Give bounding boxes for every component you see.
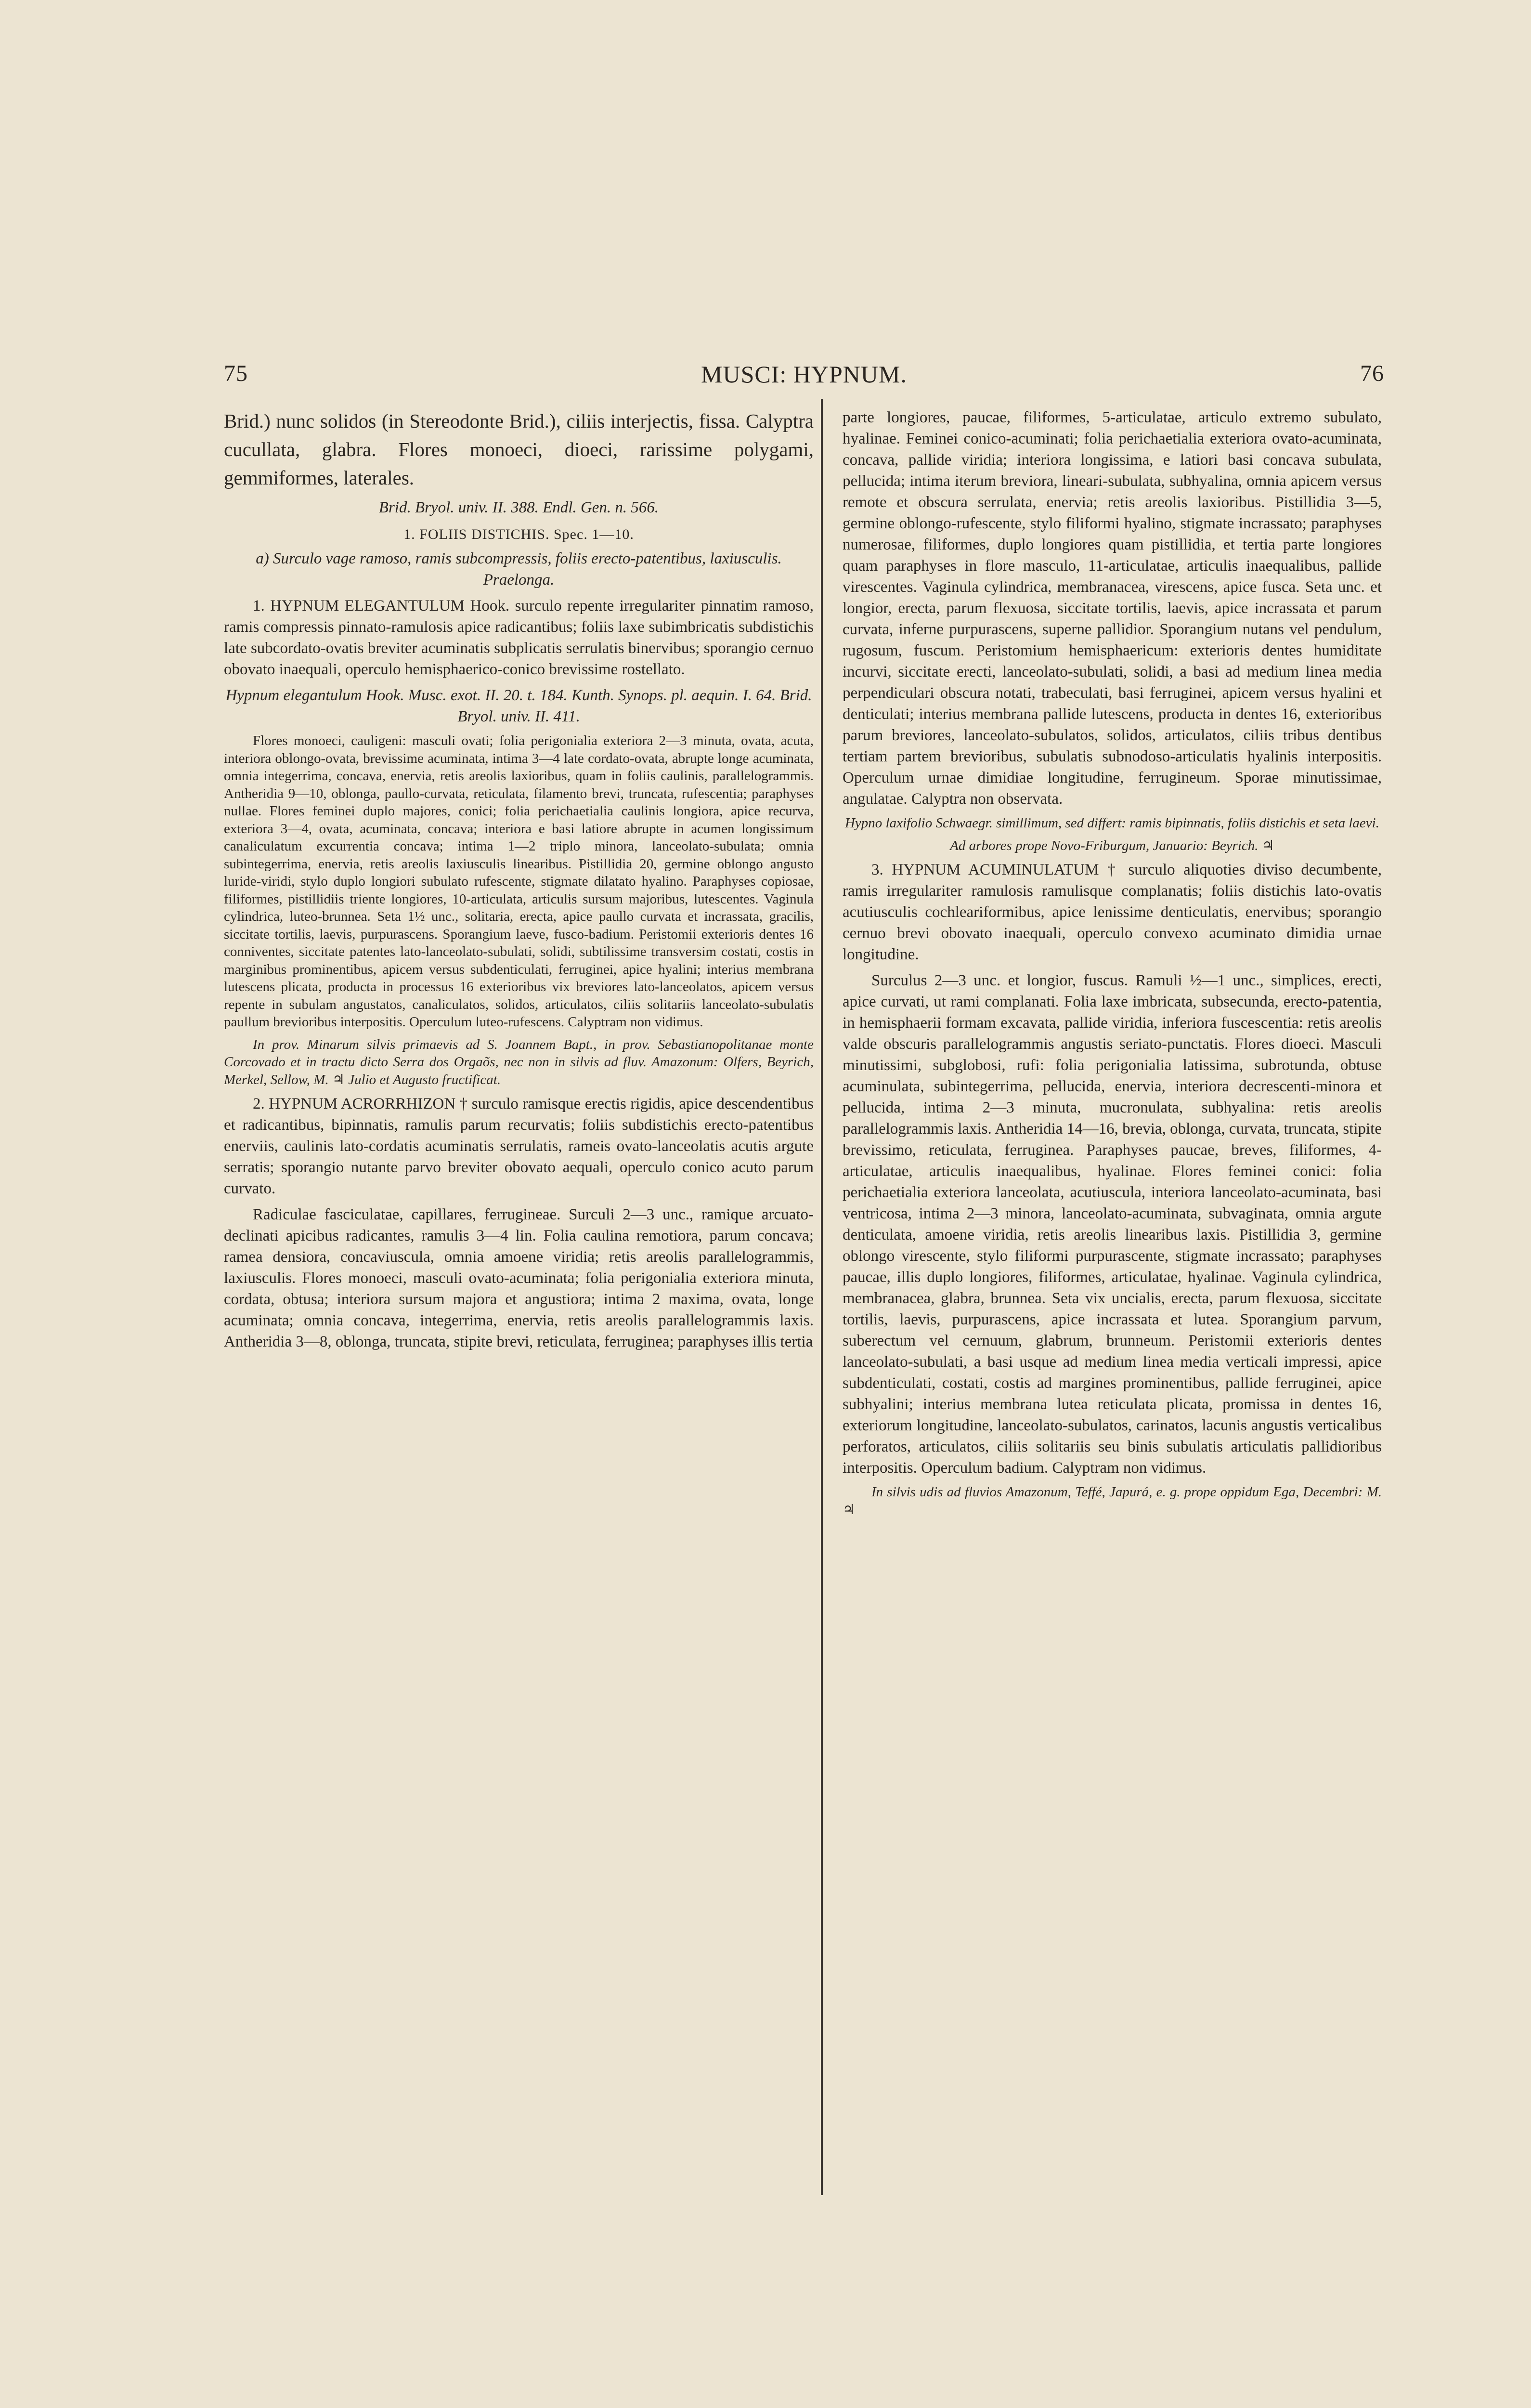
column-divider <box>821 399 823 2195</box>
species-3-diagnosis-text: surculo aliquoties diviso decumbente, ramis irregulariter ramulosis ramulisque complanatis; foliis distichis lato-ovatis acutiusculis cochleariformibus, apice lenissime denticulatis, enervibus; sporangio cernuo brevi obovato inaequali, operculo convexo acuminato dimidia urnae longitudine. <box>843 861 1382 963</box>
species-2-diagnosis-text: surculo ramisque erectis rigidis, apice descendentibus et radicantibus, bipinnatis, ramulis parum recurvatis; foliis subdistichis erecto-patentibus enerviis, caulinis lato-cordatis acuminatis serrulatis, rameis ovato-lanceolatis acutis argute serratis; sporangio nutante parvo breviter obovato aequali, operculo conico acuto parum curvato. <box>224 1095 814 1197</box>
species-1-locality: In prov. Minarum silvis primaevis ad S. Joannem Bapt., in prov. Sebastianopolitanae monte Corcovado et in tractu dicto Serra dos Orgaõs, nec non in silvis ad fluv. Amazonum: Olfers, Beyrich, Merkel, Sellow, M. ♃ Julio et Augusto fructificat. <box>224 1036 814 1087</box>
species-2-diagnosis <box>224 1093 814 1199</box>
genus-reference: Brid. Bryol. univ. II. 388. Endl. Gen. n. 566. <box>378 499 659 516</box>
species-1-diagnosis <box>224 595 814 680</box>
page-number-right: 76 <box>1360 361 1384 386</box>
species-3-diagnosis <box>843 859 1382 965</box>
species-3-title: 3. HYPNUM ACUMINULATUM † <box>871 861 1120 878</box>
species-1-title: 1. HYPNUM ELEGANTULUM Hook. <box>253 597 510 615</box>
species-2-title: 2. HYPNUM ACRORRHIZON † <box>253 1095 468 1112</box>
running-title: MUSCI: HYPNUM. <box>701 361 907 388</box>
species-2-description: Radiculae fasciculatae, capillares, ferrugineae. Surculi 2—3 unc., ramique arcuato-declinati apicibus radicantes, ramulis 3—4 lin. Folia caulina remotiora, parum concava; ramea densiora, concaviuscula, omnia amoene viridia; retis areolis parallelogrammis, laxiusculis. Flores monoeci, masculi ovato-acuminata; folia perigonialia exteriora minuta, cordata, obtusa; interiora sursum majora et angustiora; intima 2 maxima, ovata, longe acuminata; omnia concava, integerrima, enervia, retis areolis parallelogrammis laxis. Antheridia 3—8, oblonga, truncata, stipite brevi, reticulata, ferruginea; paraphyses illis tertia <box>224 1206 814 1350</box>
species-3-description: Surculus 2—3 unc. et longior, fuscus. Ramuli ½—1 unc., simplices, erecti, apice curvati, ut rami complanati. Folia laxe imbricata, subsecunda, erecto-patentia, in hemisphaerii formam excavata, pallide viridia, inferiora fuscescentia: retis areolis valde obscuris parallelogrammis angustis seriato-punctatis. Flores dioeci. Masculi minutissimi, subglobosi, rufi: folia perigonialia latissima, subrotunda, obtuse acuminulata, subintegerrima, pellucida, enervia, interiora decrescenti-minora et pellucida, intima 2—3 minuta, mucronulata, subhyalina: retis areolis parallelogrammis laxis. Antheridia 14—16, brevia, oblonga, curvata, truncata, stipite brevissimo, reticulata, ferruginea. Paraphyses paucae, breves, filiformes, 4-articulatae, articulis inaequalibus, hyalinae. Flores feminei conici: folia perichaetialia exteriora lanceolata, acutiuscula, interiora lanceolato-acuminata, basi ventricosa, intima 2—3 minora, lanceolato-acuminata, subvaginata, omnia argute denticulata, amoene viridia, retis areolis linearibus laxis. Pistillidia 3, germine oblongo virescente, stylo filiformi purpurascente, stigmate incrassato; paraphyses paucae, illis duplo longiores, filiformes, articulatae, hyalinae. Vaginula cylindrica, membranacea, glabra, brunnea. Seta vix uncialis, erecta, parum flexuosa, siccitate tortilis, laevis, purpurascens, apice incrassata et lutea. Sporangium parvum, suberectum vel cernuum, glabrum, brunneum. Peristomii exterioris dentes lanceolato-subulati, a basi usque ad medium linea media verticali impressi, apice subdenticulati, costati, costis ad margines prominentibus, pallide ferruginei, apice subhyalini; interius membrana lutea reticulata plicata, promissa in dentes 16, exteriorum longitudine, lanceolato-subulatos, carinatos, lacunis angustis verticalibus perforatos, articulatos, ciliis solitariis seu binis subulatis articulatis pallidioribus interpositis. Operculum badium. Calyptram non vidimus. <box>843 972 1382 1477</box>
genus-description-end: Brid.) nunc solidos (in Stereodonte Brid.), ciliis interjectis, fissa. Calyptra cucullata, glabra. Flores monoeci, dioeci, rarissime polygami, gemmiformes, laterales. <box>224 410 814 489</box>
left-column <box>224 407 814 2199</box>
species-3-locality: In silvis udis ad fluvios Amazonum, Teffé, Japurá, e. g. prope oppidum Ega, Decembri: M. ♃ <box>843 1484 1382 1518</box>
species-1-synonyms: Hypnum elegantulum Hook. Musc. exot. II. 20. t. 184. Kunth. Synops. pl. aequin. I. 64. Brid. Bryol. univ. II. 411. <box>225 687 812 725</box>
species-2-locality: Ad arbores prope Novo-Friburgum, Januario: Beyrich. ♃ <box>950 838 1274 853</box>
species-1-diagnosis-text: surculo repente irregulariter pinnatim ramoso, ramis compressis pinnato-ramulosis apice radicantibus; foliis laxe subimbricatis subdistichis late subcordato-ovatis breviter acuminatis subplicatis serrulatis binervibus; sporangio cernuo obovato inaequali, operculo hemisphaerico-conico brevissime rostellato. <box>224 597 814 678</box>
page-number-left: 75 <box>224 361 248 386</box>
section-heading: 1. FOLIIS DISTICHIS. Spec. 1—10. <box>403 526 634 542</box>
species-2-note: Hypno laxifolio Schwaegr. simillimum, sed differt: ramis bipinnatis, foliis distichis et seta laevi. <box>844 815 1379 831</box>
subsection-heading: a) Surculo vage ramoso, ramis subcompressis, foliis erecto-patentibus, laxiusculis. Praelonga. <box>256 550 782 589</box>
right-column <box>843 407 1382 2199</box>
species-2-description-continued: parte longiores, paucae, filiformes, 5-articulatae, articulo extremo subulato, hyalinae. Feminei conico-acuminati; folia perichaetialia exteriora ovato-acuminata, concava, pallide viridia; interiora longissima, e latiori basi concava subulata, pellucida; intima iterum breviora, lineari-subulata, subhyalina, omnia apicem versus remote et obscura serrulata, enervia; retis areolis laxioribus. Pistillidia 3—5, germine oblongo-rufescente, stylo filiformi hyalino, stigmate incrassato; paraphyses numerosae, filiformes, duplo longiores quam pistillidia, et tertia parte longiores quam paraphyses in flore masculo, 11-articulatae, articulis inaequalibus, pallide virescentes. Vaginula cylindrica, membranacea, virescens, apice fusca. Seta unc. et longior, erecta, parum flexuosa, siccitate tortilis, laevis, apice incrassata et parum curvata, inferne purpurascens, superne pallidior. Sporangium nutans vel pendulum, rugosum, fuscum. Peristomium hemisphaericum: exterioris dentes humiditate incurvi, siccitate erecti, lanceolato-subulati, solidi, a basi ad medium linea media perpendiculari obscura notati, trabeculati, basi ferruginei, apicem versus hyalini et denticulati; interius membrana pallide lutescens, producta in dentes 16, exterioribus parum breviores, lanceolato-subulatos, solidos, articulatos, ciliis tribus dentibus tertiam partem brevioribus, subulatis subnodoso-articulatis hyalinis interpositis. Operculum urnae dimidiae longitudine, ferrugineum. Sporae minutissimae, angulatae. Calyptra non observata. <box>843 409 1382 808</box>
species-1-description: Flores monoeci, cauligeni: masculi ovati; folia perigonialia exteriora 2—3 minuta, ovata, acuta, interiora oblongo-ovata, brevissime acuminata, intima 3—4 late cordato-ovata, abrupte longe acuminata, omnia integerrima, concava, enervia, retis areolis laxioribus, quam in foliis caulinis, parallelogrammis. Antheridia 9—10, oblonga, paullo-curvata, reticulata, filamento brevi, truncata, rufescentia; paraphyses nullae. Flores feminei duplo majores, conici; folia perichaetialia caulinis longiora, apice recurva, exteriora 3—4, ovata, acuminata, concava; interiora e basi latiore abrupte in acumen longissimum canaliculatum excurrentia concava; intima 1—2 triplo minora, lanceolato-subulata; omnia subintegerrima, enervia, retis areolis laxiusculis linearibus. Pistillidia 20, germine oblongo angusto luride-viridi, stylo duplo longiori subulato rufescente, stigmate dilatato hyalino. Paraphyses copiosae, filiformes, pistillidiis triente longiores, 10-articulata, articulis sursum majoribus, lutescentes. Vaginula cylindrica, luteo-brunnea. Seta 1½ unc., solitaria, erecta, apice paullo curvata et incrassata, gracilis, siccitate tortilis, laevis, purpurascens. Sporangium laeve, fusco-badium. Peristomii exterioris dentes 16 conniventes, siccitate patentes lato-lanceolato-subulati, solidi, subtilissime transversim costati, costis in marginibus prominentibus, apicem versus subdenticulati, ferruginei, apice hyalini; interius membrana lutescens plicata, producta in processus 16 exterioribus vix breviores lato-lanceolatos, apicem versus repente in subulam angustatos, canaliculatos, solidos, articulatos, ciliis solitariis lanceolato-subulatis paullum brevioribus interpositis. Operculum luteo-rufescens. Calyptram non vidimus. <box>224 733 814 1030</box>
running-head <box>224 360 1384 394</box>
